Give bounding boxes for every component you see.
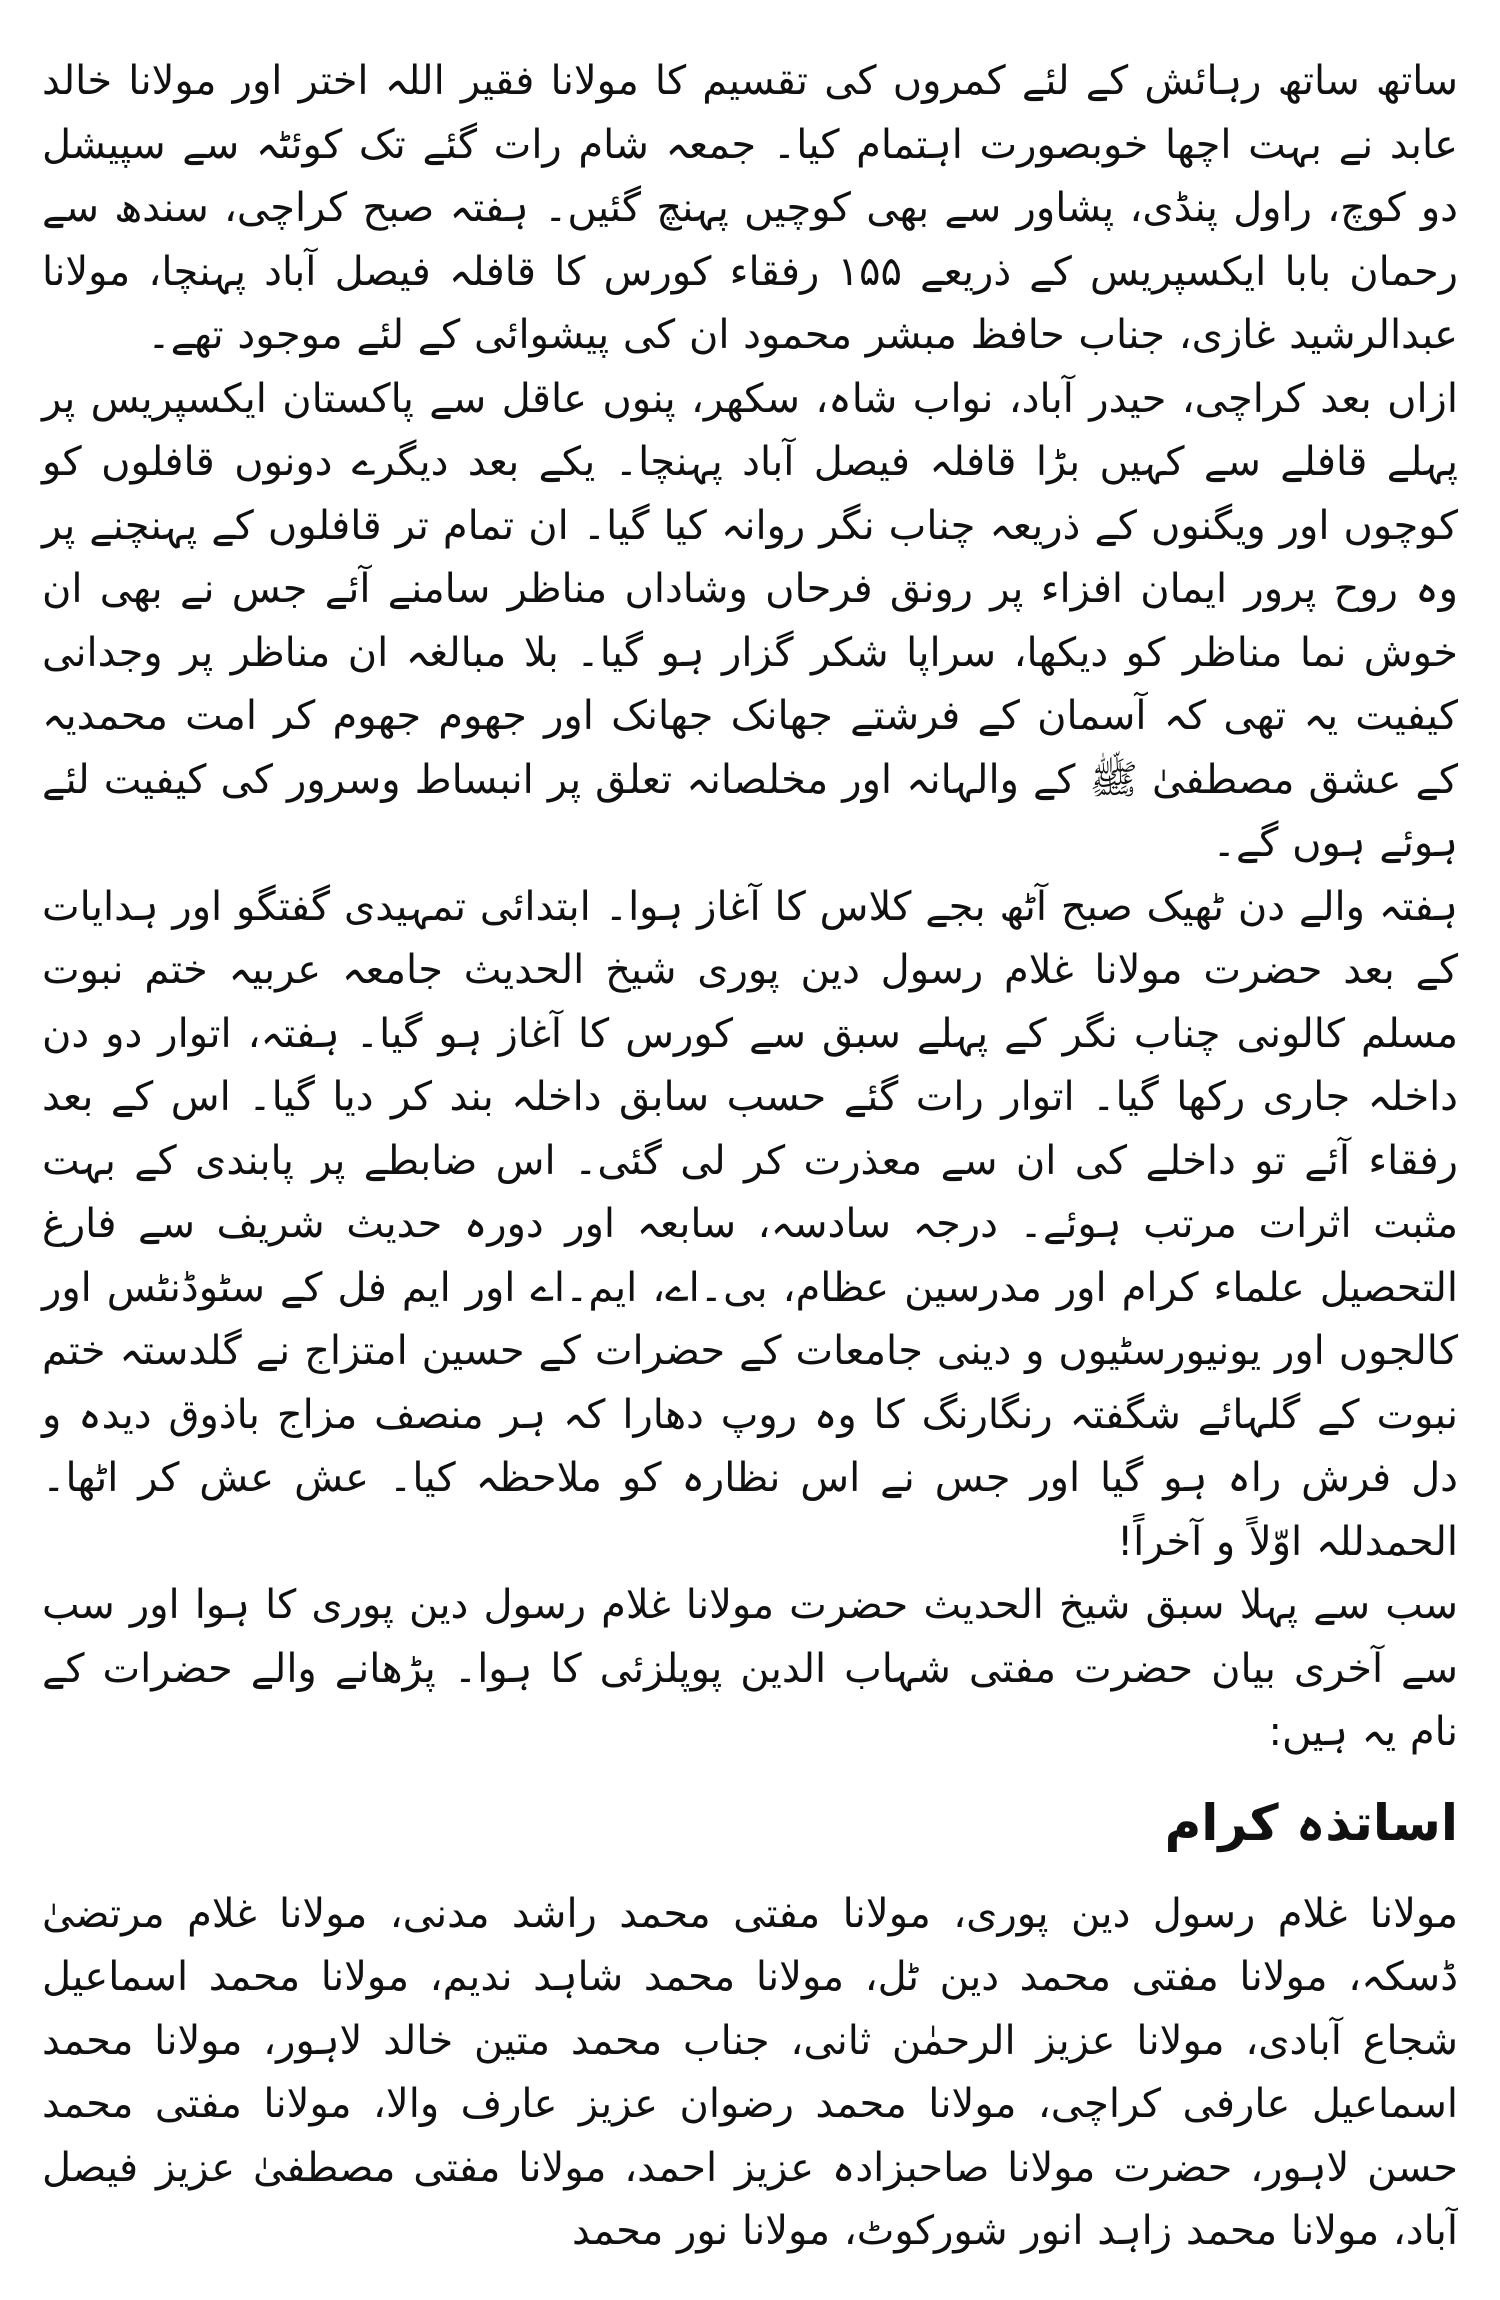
teachers-list-container xyxy=(42,1883,1458,2264)
paragraph-accommodation: ساتھ ساتھ رہائش کے لئے کمروں کی تقسیم کا مولانا فقیر اللہ اختر اور مولانا خالد عابد نے بہت اچھا خوبصورت اہتمام کیا۔ جمعہ شام رات گئے تک کوئٹہ سے سپیشل دو کوچ، راول پنڈی، پشاور سے بھی کوچیں پہنچ گئیں۔ ہفتہ صبح کراچی، سندھ سے رحمان بابا ایکسپریس کے ذریعے ۱۵۵ رفقاء کورس کا قافلہ فیصل آباد پہنچا، مولانا عبدالرشید غازی، جناب حافظ مبشر محمود ان کی پیشوائی کے لئے موجود تھے۔ xyxy=(42,58,1458,358)
paragraph-class-start: ہفتہ والے دن ٹھیک صبح آٹھ بجے کلاس کا آغاز ہوا۔ ابتدائی تمہیدی گفتگو اور ہدایات کے بعد حضرت مولانا غلام رسول دین پوری شیخ الحدیث جامعہ عربیہ ختم نبوت مسلم کالونی چناب نگر کے پہلے سبق سے کورس کا آغاز ہو گیا۔ ہفتہ، اتوار دو دن داخلہ جاری رکھا گیا۔ اتوار رات گئے حسب سابق داخلہ بند کر دیا گیا۔ اس کے بعد رفقاء آئے تو داخلے کی ان سے معذرت کر لی گئی۔ اس ضابطے پر پابندی کے بہت مثبت اثرات مرتب ہوئے۔ درجہ سادسہ، سابعہ اور دورہ حدیث شریف سے فارغ التحصیل علماء کرام اور مدرسین عظام، بی۔اے، ایم۔اے اور ایم فل کے سٹوڈنٹس اور کالجوں اور یونیورسٹیوں و دینی جامعات کے حضرات کے حسین امتزاج نے گلدستہ ختم نبوت کے گلہائے شگفتہ رنگارنگ کا وہ روپ دھارا کہ ہر منصف مزاج باذوق دیدہ و دل فرش راہ ہو گیا اور جس نے اس نظارہ کو ملاحظہ کیا۔ عش عش کر اٹھا۔ الحمدللہ اوّلاً و آخراً! xyxy=(42,883,1458,1565)
section-heading-teachers: اساتذہ کرام xyxy=(1164,1793,1458,1852)
paragraph-caravans: ازاں بعد کراچی، حیدر آباد، نواب شاہ، سکھر، پنوں عاقل سے پاکستان ایکسپریس پر پہلے قافلے سے کہیں بڑا قافلہ فیصل آباد پہنچا۔ یکے بعد دیگرے دونوں قافلوں کو کوچوں اور ویگنوں کے ذریعہ چناب نگر روانہ کیا گیا۔ ان تمام تر قافلوں کے پہنچنے پر وہ روح پرور ایمان افزاء پر رونق فرحاں وشاداں مناظر سامنے آئے جس نے بھی ان خوش نما مناظر کو دیکھا، سراپا شکر گزار ہو گیا۔ بلا مبالغہ ان مناظر پر وجدانی کیفیت یہ تھی کہ آسمان کے فرشتے جھانک جھانک اور جھوم جھوم کر امت محمدیہ کے عشق مصطفیٰ ﷺ کے والہانہ اور مخلصانہ تعلق پر انبساط وسرور کی کیفیت لئے ہوئے ہوں گے۔ xyxy=(42,375,1458,866)
paragraph-first-lesson: سب سے پہلا سبق شیخ الحدیث حضرت مولانا غلام رسول دین پوری کا ہوا اور سب سے آخری بیان حضرت مفتی شہاب الدین پوپلزئی کا ہوا۔ پڑھانے والے حضرات کے نام یہ ہیں: xyxy=(42,1582,1458,1755)
teachers-list: مولانا غلام رسول دین پوری، مولانا مفتی محمد راشد مدنی، مولانا غلام مرتضیٰ ڈسکہ، مولانا مفتی محمد دین ٹل، مولانا محمد شاہد ندیم، مولانا محمد اسماعیل شجاع آبادی، مولانا عزیز الرحمٰن ثانی، جناب محمد متین خالد لاہور، مولانا محمد اسماعیل عارفی کراچی، مولانا محمد رضوان عزیز عارف والا، مولانا مفتی محمد حسن لاہور، حضرت مولانا صاحبزادہ عزیز احمد، مولانا مفتی مصطفیٰ عزیز فیصل آباد، مولانا محمد زاہد انور شورکوٹ، مولانا نور محمد xyxy=(42,1890,1458,2254)
